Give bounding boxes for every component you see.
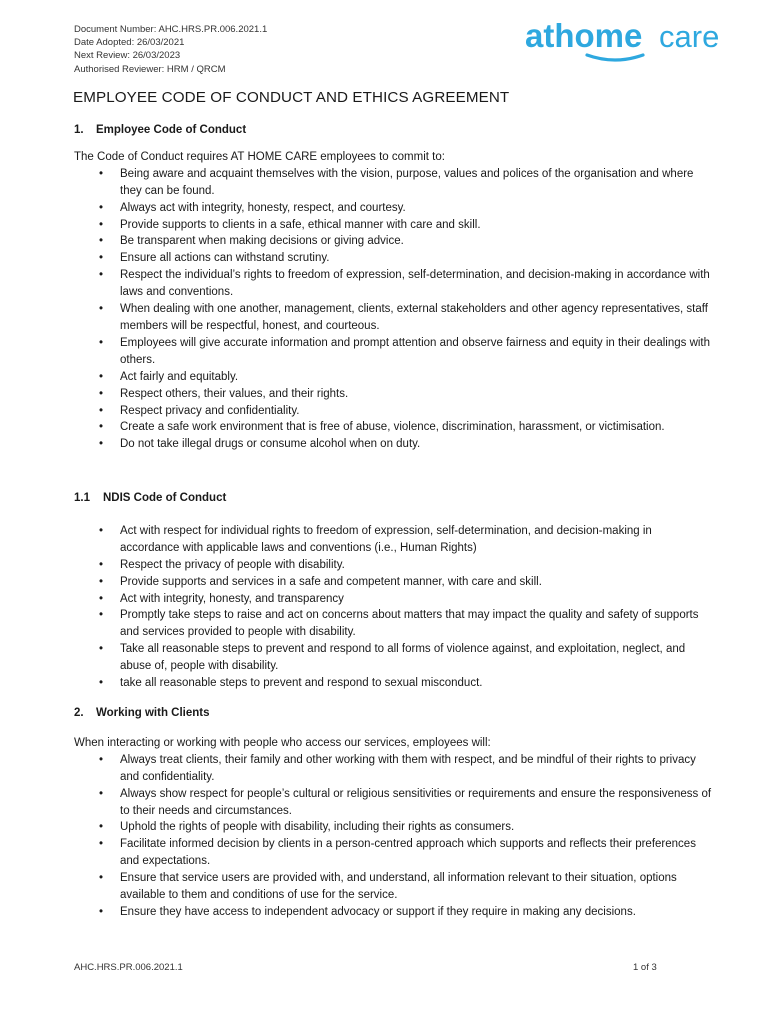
list-item: • Ensure all actions can withstand scrutiny. [120,250,714,267]
next-review: Next Review: 26/03/2023 [74,50,181,62]
list-item: • Act with integrity, honesty, and transparency [120,591,714,608]
list-item: • Provide supports and services in a safe and competent manner, with care and skill. [120,574,714,591]
section-employee-code [74,122,714,453]
section-heading [74,705,714,722]
list-item: • Always treat clients, their family and other working with them with respect, and be mindful of their rights to privacy and confidentiality. [120,752,714,786]
bullet-list [74,523,714,692]
list-item: • Facilitate informed decision by clients in a person-centred approach which supports and reflects their preferences and expectations. [120,836,714,870]
list-item: • Create a safe work environment that is free of abuse, violence, discrimination, harassment, or victimisation. [120,419,714,436]
doc-number: Document Number: AHC.HRS.PR.006.2021.1 [74,24,268,35]
list-item: • Take all reasonable steps to prevent and respond to all forms of violence against, and exploitation, neglect, and abuse of, people with disability. [120,641,714,675]
section-intro: When interacting or working with people who access our services, employees will: [74,736,491,749]
section-title: Employee Code of Conduct [96,124,247,136]
list-item: • Act with respect for individual rights to freedom of expression, self-determination, and decision-making in accordance with applicable laws and conventions (i.e., Human Rights) [120,523,714,557]
section-ndis-code [74,490,714,692]
list-item: • Respect privacy and confidentiality. [120,403,714,420]
list-item: • Employees will give accurate information and prompt attention and observe fairness and equity in their dealings with others. [120,335,714,369]
list-item: • Always show respect for people’s cultural or religious sensitivities or requirements and ensure the responsiveness of to their needs and circumstances. [120,786,714,820]
list-item: • Do not take illegal drugs or consume alcohol when on duty. [120,436,714,453]
section-number: 1. [74,124,84,136]
list-item: • Respect the individual’s rights to freedom of expression, self-determination, and decision-making in accordance with laws and conventions. [120,267,714,301]
section-number: 2. [74,707,84,719]
section-title: Working with Clients [96,707,210,719]
list-item: • Act fairly and equitably. [120,369,714,386]
list-item: • Promptly take steps to raise and act on concerns about matters that may impact the quality and safety of supports and services provided to people with disability. [120,607,714,641]
page-number: 1 of 3 [633,962,657,973]
list-item: • Ensure they have access to independent advocacy or support if they require in making any decisions. [120,904,714,921]
athomecare-logo [525,15,747,67]
logo-text-athome: athome [525,17,643,54]
logo-smile [587,55,643,60]
logo-text-care: care [659,19,720,54]
list-item: • Provide supports to clients in a safe, ethical manner with care and skill. [120,217,714,234]
list-item: • Ensure that service users are provided with, and understand, all information relevant to their situation, options available to them and conditions of use for the service. [120,870,714,904]
bullet-list [74,752,714,921]
footer-doc-code: AHC.HRS.PR.006.2021.1 [74,962,183,973]
list-item: • Uphold the rights of people with disability, including their rights as consumers. [120,819,714,836]
document-title: EMPLOYEE CODE OF CONDUCT AND ETHICS AGREEMENT [73,89,510,106]
authorised-reviewer: Authorised Reviewer: HRM / QRCM [74,63,226,75]
section-title: NDIS Code of Conduct [103,492,227,504]
section-number: 1.1 [74,492,90,504]
list-item: • Always act with integrity, honesty, respect, and courtesy. [120,200,714,217]
document-meta [74,23,267,76]
list-item: • Respect the privacy of people with disability. [120,557,714,574]
list-item: • take all reasonable steps to prevent and respond to sexual misconduct. [120,675,714,692]
list-item: • Being aware and acquaint themselves with the vision, purpose, values and polices of the organisation and where they can be found. [120,166,714,200]
section-working-with-clients [74,705,714,921]
section-heading [74,490,714,507]
section-intro: The Code of Conduct requires AT HOME CARE employees to commit to: [74,150,445,163]
date-adopted: Date Adopted: 26/03/2021 [74,37,185,49]
list-item: • When dealing with one another, management, clients, external stakeholders and other agency representatives, staff members will be respectful, honest, and courteous. [120,301,714,335]
list-item: • Respect others, their values, and their rights. [120,386,714,403]
section-heading [74,122,714,139]
bullet-list [74,166,714,453]
list-item: • Be transparent when making decisions or giving advice. [120,233,714,250]
